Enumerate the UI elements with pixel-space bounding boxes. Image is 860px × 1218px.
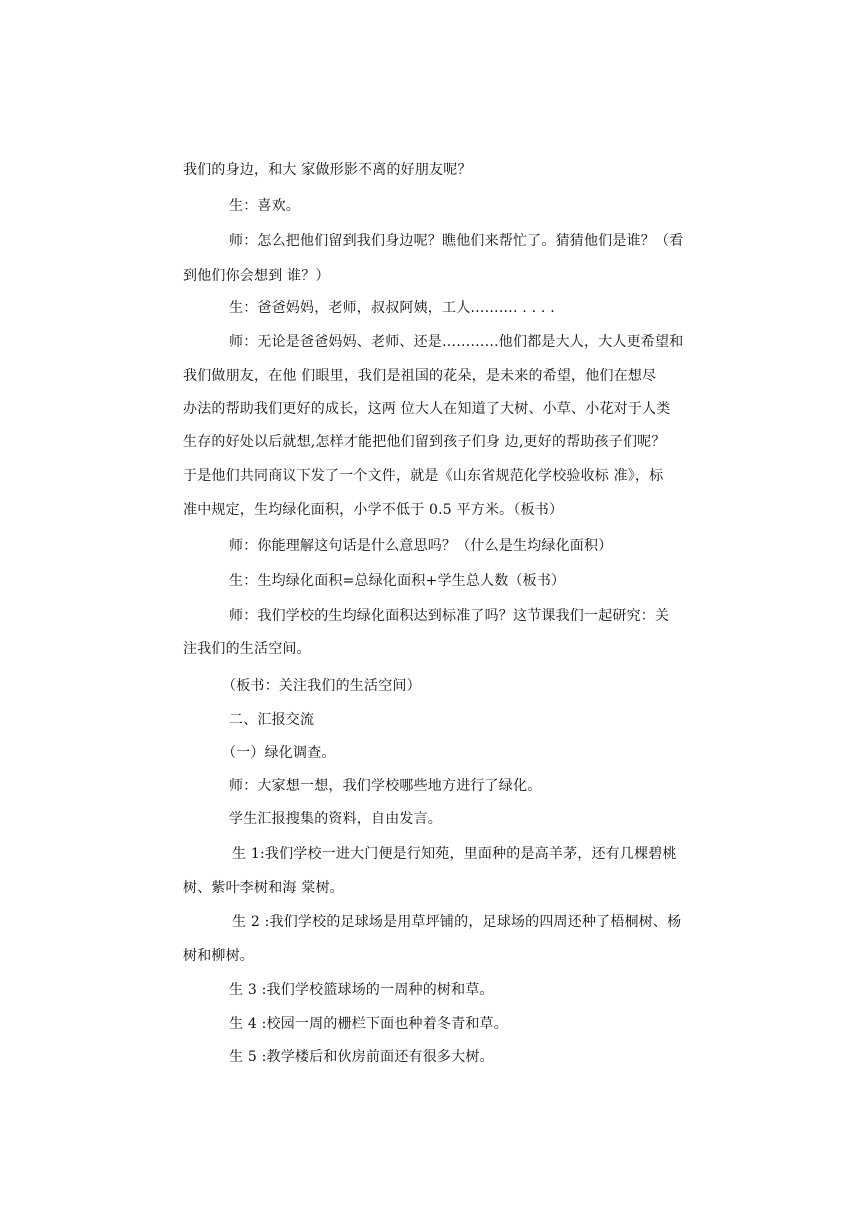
text-line: 于是他们共同商议下发了一个文件，就是《山东省规范化学校验收标 准》，标 — [183, 468, 664, 484]
text-line: 学生汇报搜集的资料，自由发言。 — [229, 811, 442, 827]
section-heading: 二、汇报交流 — [229, 712, 315, 728]
text-line: 师：大家想一想，我们学校哪些地方进行了绿化。 — [229, 778, 542, 794]
text-line: 准中规定，生均绿化面积，小学不低于 0.5 平方米。（板书） — [183, 502, 564, 518]
text-line: 树和柳树。 — [183, 948, 254, 964]
text-line: 师：你能理解这句话是什么意思吗？（什么是生均绿化面积） — [229, 538, 613, 554]
text-line: 我们的身边，和大 家做形影不离的好朋友呢？ — [183, 162, 472, 178]
text-line: 师：我们学校的生均绿化面积达到标准了吗？这节课我们一起研究：关 — [229, 608, 670, 624]
text-line: 树、紫叶李树和海 棠树。 — [183, 880, 344, 896]
text-line: 师：无论是爸爸妈妈、老师、还是…………他们都是大人，大人更希望和 — [229, 334, 684, 350]
text-line: 生存的好处以后就想,怎样才能把他们留到孩子们身 边,更好的帮助孩子们呢？ — [183, 434, 666, 450]
text-line: 生 1:我们学校一进大门便是行知苑，里面种的是高羊茅，还有几棵碧桃 — [232, 846, 677, 862]
text-line: 到他们你会想到 谁？） — [183, 268, 330, 284]
text-line: 生：爸爸妈妈，老师，叔叔阿姨，工人………. . . . . — [229, 300, 555, 316]
text-line: 我们做朋友，在他 们眼里，我们是祖国的花朵，是未来的希望，他们在想尽 — [183, 368, 657, 384]
text-line: 注我们的生活空间。 — [183, 641, 311, 657]
text-line: 生：生均绿化面积=总绿化面积+学生总人数（板书） — [229, 573, 566, 589]
text-line: 生 2 :我们学校的足球场是用草坪铺的，足球场的四周还种了梧桐树、杨 — [232, 914, 682, 930]
text-line: 生：喜欢。 — [229, 198, 300, 214]
text-line: 生 5 :教学楼后和伙房前面还有很多大树。 — [229, 1049, 494, 1065]
text-line: 生 3 :我们学校篮球场的一周种的树和草。 — [229, 982, 494, 998]
text-line: 生 4 :校园一周的栅栏下面也种着冬青和草。 — [229, 1016, 508, 1032]
subsection-heading: （一）绿化调查。 — [222, 745, 336, 761]
text-line: 办法的帮助我们更好的成长，这两 位大人在知道了大树、小草、小花对于人类 — [183, 401, 671, 417]
text-line: （板书：关注我们的生活空间） — [222, 678, 421, 694]
text-line: 师：怎么把他们留到我们身边呢？瞧他们来帮忙了。猜猜他们是谁？（看 — [229, 233, 684, 249]
